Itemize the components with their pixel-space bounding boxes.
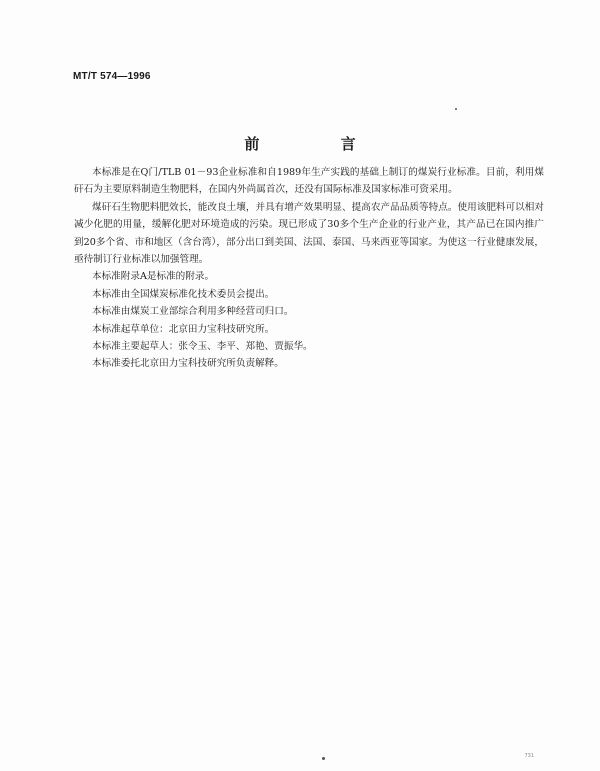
page-mark: 731 (524, 753, 534, 759)
paragraph-intro: 本标准是在Q门/TLB 01－93企业标准和自1989年生产实践的基础上制订的煤炭行业标准。目前，利用煤矸石为主要原料制造生物肥料，在国内外尚属首次，还没有国际标准及国家标准可资采用。 (74, 167, 544, 196)
paragraph-appendix: 本标准附录A是标准的附录。 (92, 271, 215, 283)
page-title: 前 言 (244, 135, 394, 153)
foreword-body (74, 164, 544, 373)
paragraph-proposer: 本标准由全国煤炭标准化技术委员会提出。 (92, 288, 275, 300)
scan-speck (455, 108, 457, 110)
paragraph-drafters: 本标准主要起草人：张令玉、李平、郑艳、贾振华。 (92, 341, 313, 353)
paragraph-interpretation: 本标准委托北京田力宝科技研究所负责解释。 (92, 358, 284, 370)
paragraph-benefits: 煤矸石生物肥料肥效长，能改良土壤，并具有增产效果明显、提高农产品品质等特点。使用该肥料可以相对减少化肥的用量，缓解化肥对环境造成的污染。现已形成了30多个生产企业的行业产业，其产品已在国内推广到20多个省、市和地区（含台湾），部分出口到美国、法国、泰国、马来西亚等国家。为使这一行业健康发展，亟待制订行业标准以加强管理。 (74, 201, 544, 266)
scan-speck (322, 757, 325, 760)
paragraph-administrator: 本标准由煤炭工业部综合利用多种经营司归口。 (92, 306, 294, 318)
standard-code: MT/T 574—1996 (73, 71, 151, 82)
paragraph-drafting-unit: 本标准起草单位：北京田力宝科技研究所。 (92, 323, 275, 335)
